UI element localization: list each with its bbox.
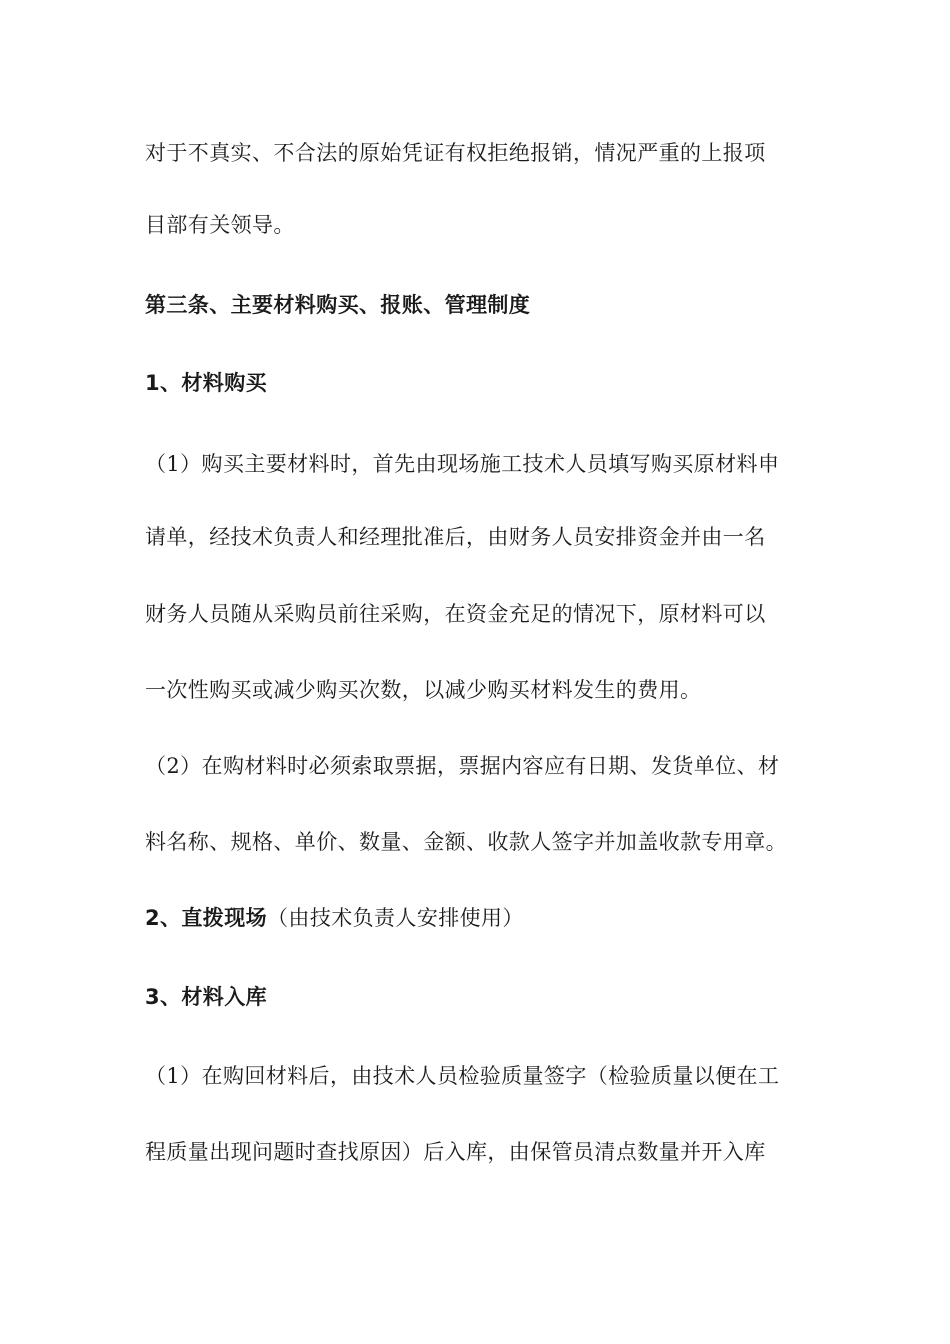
paragraph-line: （1）购买主要材料时，首先由现场施工技术人员填写购买原材料申	[145, 452, 780, 476]
paragraph-line: 一次性购买或减少购买次数，以减少购买材料发生的费用。	[145, 678, 702, 702]
paragraph-line: 料名称、规格、单价、数量、金额、收款人签字并加盖收款专用章。	[145, 830, 787, 854]
section-heading-material-storage: 3、材料入库	[145, 985, 268, 1009]
article-heading: 第三条、主要材料购买、报账、管理制度	[145, 293, 531, 317]
paragraph-line: （1）在购回材料后，由技术人员检验质量签字（检验质量以便在工	[145, 1064, 780, 1088]
paragraph-line: 目部有关领导。	[145, 213, 295, 237]
paragraph-line: 财务人员随从采购员前往采购，在资金充足的情况下，原材料可以	[145, 602, 766, 626]
paragraph-line: （2）在购材料时必须索取票据，票据内容应有日期、发货单位、材	[145, 754, 780, 778]
paragraph-line: 程质量出现问题时查找原因）后入库，由保管员清点数量并开入库	[145, 1140, 766, 1164]
paragraph-line: 请单，经技术负责人和经理批准后，由财务人员安排资金并由一名	[145, 525, 766, 549]
section-heading-direct-allocation	[145, 904, 825, 932]
paragraph-line: 对于不真实、不合法的原始凭证有权拒绝报销，情况严重的上报项	[145, 141, 766, 165]
section-heading-text: 2、直拨现场	[145, 906, 268, 930]
section-heading-material-purchase: 1、材料购买	[145, 371, 268, 395]
section-heading-note: （由技术负责人安排使用）	[267, 906, 524, 930]
